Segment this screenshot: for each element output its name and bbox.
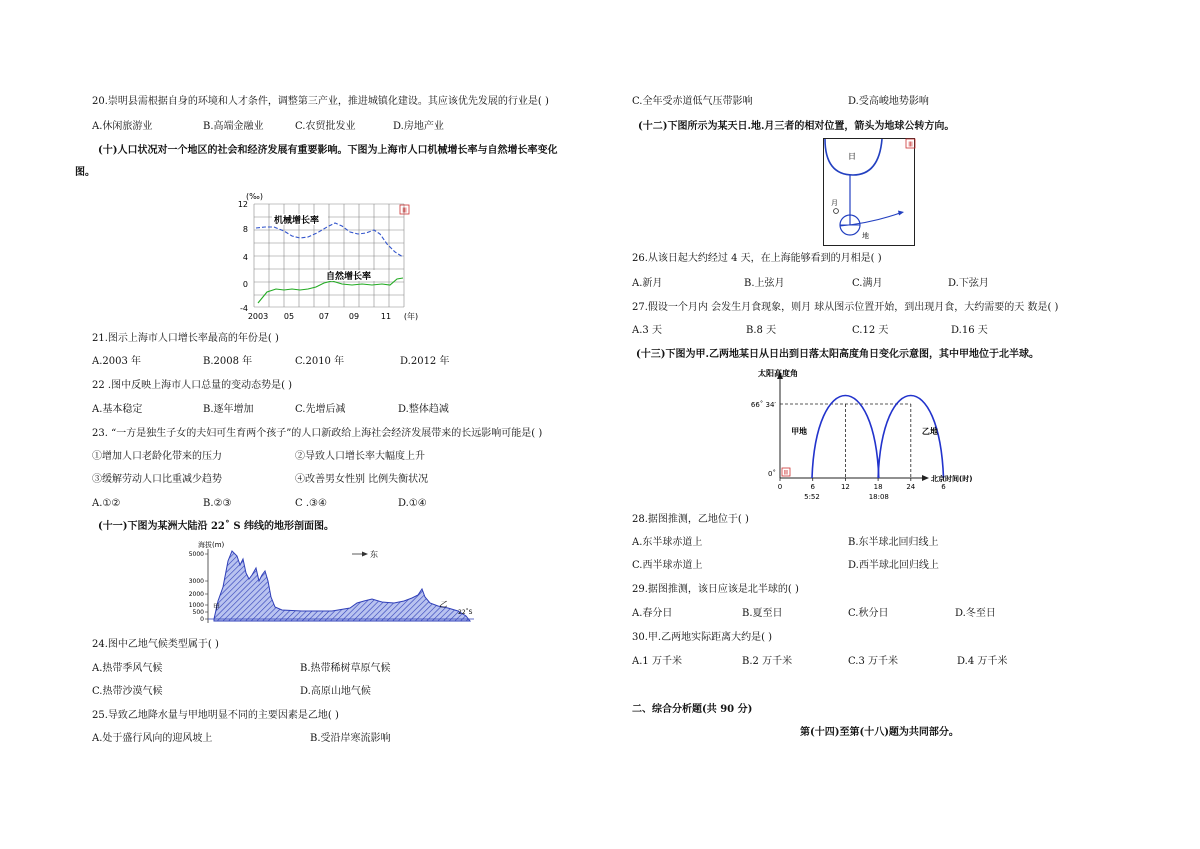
q26-option-d: D.下弦月 xyxy=(948,278,989,289)
chart1-ytick: 12 xyxy=(237,200,248,209)
q27-option-b: B.8 天 xyxy=(746,325,777,336)
q30-option-b: B.2 万千米 xyxy=(742,656,793,667)
moon-label: 月 xyxy=(831,199,838,207)
q27-option-d: D.16 天 xyxy=(951,325,988,336)
q24-option-d: D.高原山地气候 xyxy=(300,686,371,697)
q28-option-a: A.东半球赤道上 xyxy=(632,537,703,548)
x-tick-label: 24 xyxy=(906,483,916,491)
sun-label: 日 xyxy=(848,152,856,161)
x-tick-label: 6 xyxy=(810,483,815,491)
q23-option-b: B.②③ xyxy=(203,498,232,509)
q23-item-1: ①增加人口老龄化带来的压力 xyxy=(92,451,222,462)
q20-stem: 20.崇明县需根据自身的环境和人才条件，调整第三产业，推进城镇化建设。其应该优先发展的行业是( ) xyxy=(92,96,549,107)
profile-yi-label: 乙 xyxy=(439,600,447,609)
q26-option-b: B.上弦月 xyxy=(744,278,785,289)
solar-altitude-chart xyxy=(750,364,1000,504)
q27-option-a: A.3 天 xyxy=(632,325,662,336)
q29-option-c: C.秋分日 xyxy=(848,608,889,619)
q24-stem: 24.图中乙地气候类型属于( ) xyxy=(92,639,219,650)
chart1-ytick: 0 xyxy=(242,280,248,289)
profile-lat-label: 22˚S xyxy=(458,609,473,616)
x-tick-label: 18 xyxy=(873,483,883,491)
profile-east-label: 东 xyxy=(370,550,378,559)
q22-option-b: B.逐年增加 xyxy=(203,404,254,415)
q27-stem: 27.假设一个月内 会发生月食现象，则月 球从图示位置开始，到出现月食，大约需要的天 数是( ) xyxy=(632,302,1059,313)
chart1-xtick: 07 xyxy=(318,312,330,321)
profile-ytick: 1000 xyxy=(188,602,204,609)
q23-stem: 23. “一方是独生子女的夫妇可生育两个孩子”的人口新政给上海社会经济发展带来的长远影响可能是( ) xyxy=(92,428,543,439)
q28-stem: 28.据图推测，乙地位于( ) xyxy=(632,514,749,525)
q22-option-a: A.基本稳定 xyxy=(92,404,143,415)
q23-item-3: ③缓解劳动人口比重减少趋势 xyxy=(92,474,222,485)
chart1-ytick: 8 xyxy=(242,225,248,234)
profile-ylabel: 海拔(m) xyxy=(198,541,225,549)
sun-earth-moon-diagram xyxy=(822,137,916,247)
q22-stem: 22 .图中反映上海市人口总量的变动态势是( ) xyxy=(92,380,293,391)
profile-ytick: 500 xyxy=(192,609,204,616)
section-10-title: (十)人口状况对一个地区的社会和经济发展有重要影响。下图为上海市人口机械增长率与自然增长率变化 xyxy=(98,145,558,156)
solar-yzero-label: 0˚ xyxy=(768,470,776,478)
q30-option-d: D.4 万千米 xyxy=(957,656,1008,667)
q25-option-b: B.受沿岸寒流影响 xyxy=(310,733,391,744)
terrain-profile-chart xyxy=(182,537,477,627)
q25-option-d: D.受高峻地势影响 xyxy=(848,96,929,107)
q29-option-d: D.冬至日 xyxy=(955,608,996,619)
section-10-title-cont: 图。 xyxy=(75,167,95,178)
q30-stem: 30.甲.乙两地实际距离大约是( ) xyxy=(632,632,773,643)
q27-option-c: C.12 天 xyxy=(852,325,889,336)
q23-option-d: D.①④ xyxy=(398,498,427,509)
chart1-badge: Ⅲ xyxy=(402,206,407,215)
mechanical-growth-line xyxy=(256,223,403,257)
profile-jia-label: 甲 xyxy=(213,603,220,611)
profile-ytick: 2000 xyxy=(188,591,204,598)
chart1-ytick: -4 xyxy=(240,304,248,313)
yi-label: 乙地 xyxy=(921,427,938,436)
q25-stem: 25.导致乙地降水量与甲地明显不同的主要因素是乙地( ) xyxy=(92,710,339,721)
q22-option-c: C.先增后减 xyxy=(295,404,346,415)
q22-option-d: D.整体趋减 xyxy=(398,404,449,415)
q21-stem: 21.图示上海市人口增长率最高的年份是( ) xyxy=(92,333,279,344)
q24-option-b: B.热带稀树草原气候 xyxy=(300,663,391,674)
q21-option-b: B.2008 年 xyxy=(203,356,253,367)
section-11-title: (十一)下图为某洲大陆沿 22˚ S 纬线的地形剖面图。 xyxy=(98,521,335,532)
sunset-label: 18:08 xyxy=(868,493,889,501)
chart1-xtick: (年) xyxy=(403,312,419,321)
earth-label: 地 xyxy=(862,232,869,240)
section-12-title: (十二)下图所示为某天日.地.月三者的相对位置，箭头为地球公转方向。 xyxy=(638,121,955,132)
chart1-xtick: 2003 xyxy=(247,312,269,321)
x-tick-label: 6 xyxy=(941,483,946,491)
q21-option-a: A.2003 年 xyxy=(92,356,142,367)
orbit-badge: Ⅲ xyxy=(908,140,913,149)
terrain-area xyxy=(214,551,470,621)
chart1-xtick: 05 xyxy=(283,312,295,321)
chart1-unit: (‰) xyxy=(246,192,263,201)
part-2-title: 二、综合分析题(共 90 分) xyxy=(632,704,753,715)
solar-badge: Ⅲ xyxy=(783,469,789,477)
population-growth-chart xyxy=(232,190,422,322)
q26-option-c: C.满月 xyxy=(852,278,883,289)
jia-label: 甲地 xyxy=(791,427,808,436)
q30-option-c: C.3 万千米 xyxy=(848,656,899,667)
q25-option-c: C.全年受赤道低气压带影响 xyxy=(632,96,753,107)
q23-option-c: C .③④ xyxy=(295,498,327,509)
profile-ytick: 3000 xyxy=(188,578,204,585)
sunrise-label: 5:52 xyxy=(804,493,820,501)
natural-growth-label: 自然增长率 xyxy=(326,272,372,282)
q20-option-c: C.农贸批发业 xyxy=(295,121,356,132)
solar-xlabel: 北京时间(时) xyxy=(931,475,973,483)
q23-item-4: ④改善男女性别 比例失衡状况 xyxy=(295,474,429,485)
q25-option-a: A.处于盛行风向的迎风坡上 xyxy=(92,733,213,744)
chart1-ytick: 4 xyxy=(242,253,248,262)
q28-option-c: C.西半球赤道上 xyxy=(632,560,703,571)
q28-option-d: D.西半球北回归线上 xyxy=(848,560,939,571)
solar-ylabel: 太阳高度角 xyxy=(758,369,798,378)
x-tick-label: 0 xyxy=(777,483,783,491)
chart1-xtick: 09 xyxy=(348,312,360,321)
q28-option-b: B.东半球北回归线上 xyxy=(848,537,939,548)
q26-stem: 26.从该日起大约经过 4 天，在上海能够看到的月相是( ) xyxy=(632,253,882,264)
solar-ymax-label: 66˚ 34′ xyxy=(750,401,776,409)
q24-option-a: A.热带季风气候 xyxy=(92,663,163,674)
q29-stem: 29.据图推测，该日应该是北半球的( ) xyxy=(632,584,799,595)
x-tick-label: 12 xyxy=(840,483,850,491)
q20-option-d: D.房地产业 xyxy=(393,121,444,132)
q30-option-a: A.1 万千米 xyxy=(632,656,682,667)
profile-ytick: 5000 xyxy=(188,551,204,558)
mechanical-growth-label: 机械增长率 xyxy=(274,216,320,226)
q21-option-c: C.2010 年 xyxy=(295,356,345,367)
q26-option-a: A.新月 xyxy=(632,278,663,289)
chart1-xtick: 11 xyxy=(380,312,392,321)
q23-option-a: A.①② xyxy=(92,498,121,509)
q29-option-b: B.夏至日 xyxy=(742,608,783,619)
q20-option-a: A.休闲旅游业 xyxy=(92,121,153,132)
q23-item-2: ②导致人口增长率大幅度上升 xyxy=(295,451,425,462)
q21-option-d: D.2012 年 xyxy=(400,356,450,367)
part-2-subtitle: 第(十四)至第(十八)题为共同部分。 xyxy=(800,727,959,738)
x-axis-arrow xyxy=(922,475,929,481)
q29-option-a: A.春分日 xyxy=(632,608,673,619)
q20-option-b: B.高端金融业 xyxy=(203,121,264,132)
q24-option-c: C.热带沙漠气候 xyxy=(92,686,163,697)
section-13-title: (十三)下图为甲.乙两地某日从日出到日落太阳高度角日变化示意图，其中甲地位于北半球。 xyxy=(636,349,1039,360)
profile-ytick: 0 xyxy=(200,616,204,623)
